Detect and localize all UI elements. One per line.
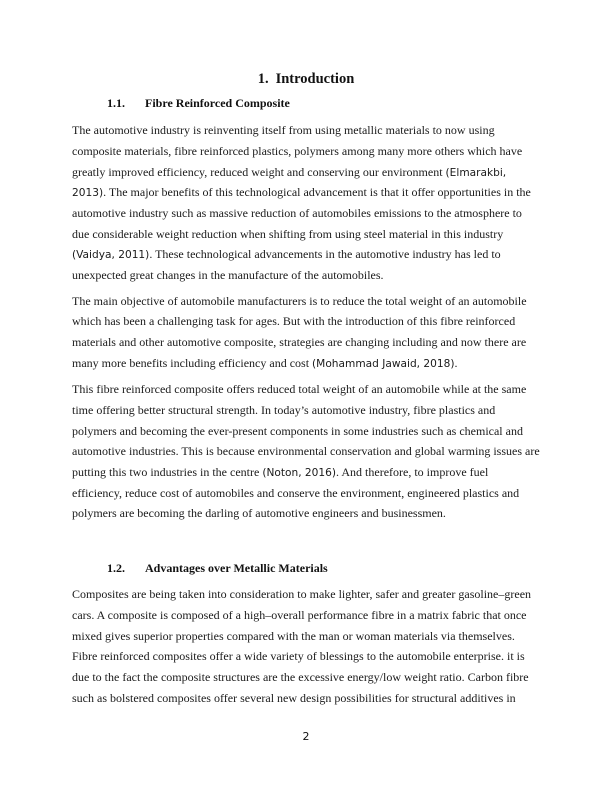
text-line: many more benefits including efficiency and cost (Mohammad Jawaid, 2018). bbox=[72, 356, 458, 370]
text-line: time offering better structural strength. In today’s automotive industry, fibre plastics and bbox=[72, 403, 496, 417]
section-number: 1.2. bbox=[107, 561, 125, 575]
citation: (Elmarakbi, bbox=[445, 167, 507, 179]
text-line: which has been a challenging task for ages. But with the introduction of this fibre reinforced bbox=[72, 314, 516, 328]
section-heading-1-2 bbox=[0, 561, 612, 579]
text-line: mixed gives superior properties compared with the man or woman materials via themselves. bbox=[72, 629, 515, 643]
page-number: 2 bbox=[302, 730, 310, 743]
text-line: This fibre reinforced composite offers reduced total weight of an automobile while at the same bbox=[72, 382, 527, 396]
text-line: The automotive industry is reinventing itself from using metallic materials to now using bbox=[72, 123, 495, 137]
text-line: materials and other automotive composite, strategies are changing including and now there are bbox=[72, 335, 527, 349]
text-line: unexpected great changes in the manufacture of the automobiles. bbox=[72, 268, 384, 282]
section-number: 1.1. bbox=[107, 96, 125, 110]
text-line: polymers and becoming the ever-present components in some industries such as chemical and bbox=[72, 424, 523, 438]
text-line: (Vaidya, 2011). These technological advancements in the automotive industry has led to bbox=[72, 247, 501, 261]
title-text: Introduction bbox=[275, 71, 355, 87]
section-title: Advantages over Metallic Materials bbox=[145, 561, 328, 575]
text-line: polymers are becoming the darling of automotive engineers and businessmen. bbox=[72, 506, 446, 520]
citation: (Mohammad Jawaid, 2018) bbox=[312, 358, 455, 370]
text-line: due considerable weight reduction when shifting from using steel material in this industry bbox=[72, 227, 504, 241]
text-line: Fibre reinforced composites offer a wide variety of blessings to the automobile enterprise. it is bbox=[72, 649, 525, 663]
text-line: putting this two industries in the centre (Noton, 2016). And therefore, to improve fuel bbox=[72, 465, 489, 479]
text-line: automotive industry such as massive reduction of automobiles emissions to the atmosphere to bbox=[72, 206, 522, 220]
citation: 2013) bbox=[72, 187, 104, 199]
citation: (Noton, 2016) bbox=[262, 467, 337, 479]
text-line: 2013). The major benefits of this technological advancement is that it offer opportunities in the bbox=[72, 185, 531, 199]
text-line: composite materials, fibre reinforced plastics, polymers among many more others which have bbox=[72, 144, 523, 158]
title-number: 1. bbox=[257, 71, 269, 87]
text-line: due to the fact the composite structures are the excessive energy/low weight ratio. Carbon fibre bbox=[72, 670, 529, 684]
text-line: greatly improved efficiency, reduced weight and conserving our environment (Elmarakbi, bbox=[72, 165, 507, 179]
text-line: automotive industries. This is because environmental conservation and global warming issues are bbox=[72, 444, 540, 458]
page-title bbox=[0, 71, 612, 88]
text-line: such as bolstered composites offer several new design possibilities for structural additives in bbox=[72, 691, 516, 705]
section-title: Fibre Reinforced Composite bbox=[145, 96, 290, 110]
text-line: The main objective of automobile manufacturers is to reduce the total weight of an automobile bbox=[72, 294, 527, 308]
section-heading-1-1 bbox=[0, 96, 612, 114]
text-line: cars. A composite is composed of a high–overall performance fibre in a matrix fabric that once bbox=[72, 608, 527, 622]
text-line: efficiency, reduce cost of automobiles and conserve the environment, engineered plastics and bbox=[72, 486, 520, 500]
citation: (Vaidya, 2011) bbox=[72, 249, 150, 261]
text-line: Composites are being taken into consideration to make lighter, safer and greater gasoline–green bbox=[72, 587, 532, 601]
